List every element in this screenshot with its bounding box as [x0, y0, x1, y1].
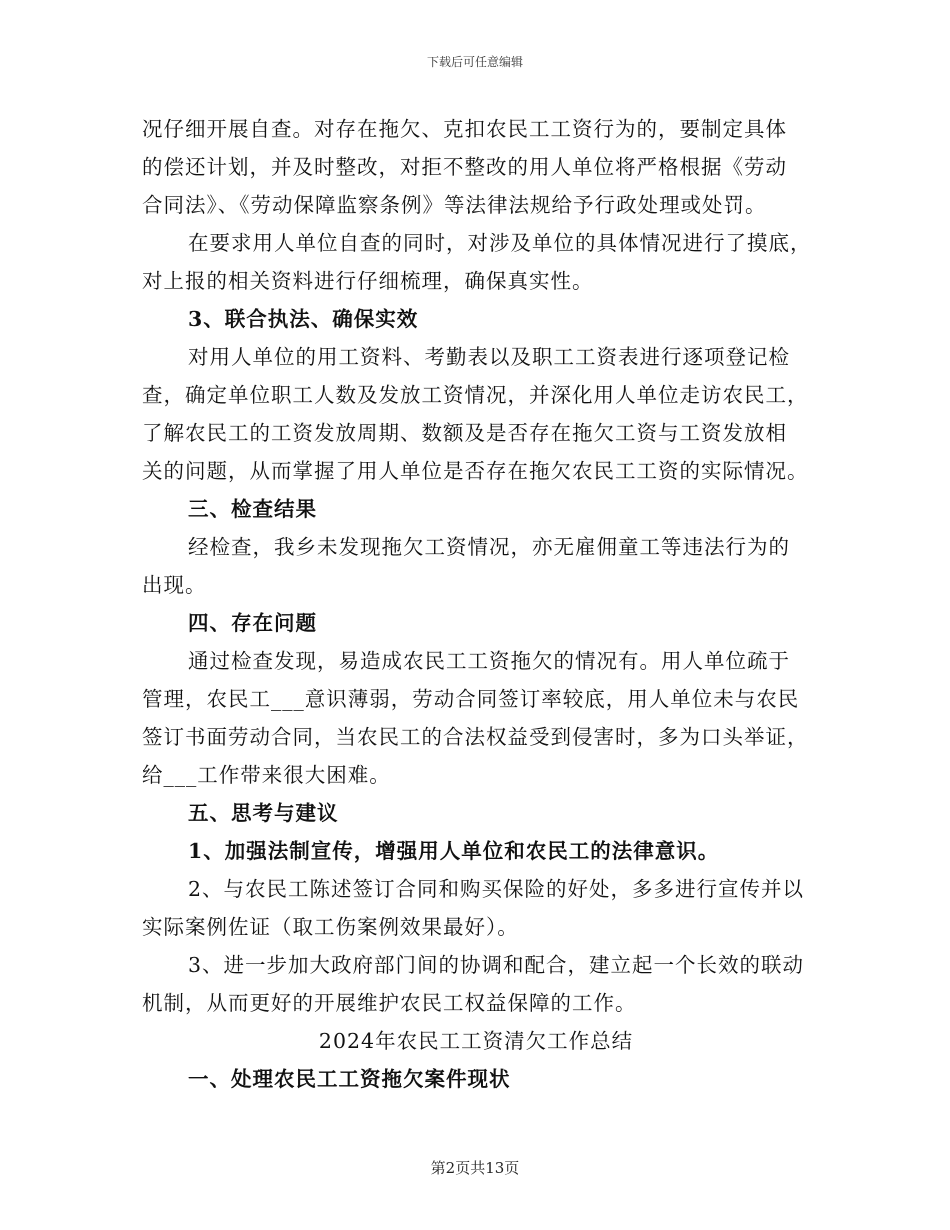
section-heading: 3、联合执法、确保实效 — [188, 307, 419, 331]
paragraph-line: 对上报的相关资料进行仔细梳理，确保真实性。 — [142, 269, 594, 293]
paragraph-line: 通过检查发现，易造成农民工工资拖欠的情况有。用人单位疏于 — [188, 649, 790, 673]
paragraph-line: 出现。 — [142, 573, 207, 597]
paragraph-line: 2、与农民工陈述签订合同和购买保险的好处，多多进行宣传并以 — [188, 877, 805, 901]
paragraph-line: 了解农民工的工资发放周期、数额及是否存在拖欠工资与工资发放相 — [142, 421, 787, 445]
paragraph-line: 机制，从而更好的开展维护农民工权益保障的工作。 — [142, 991, 637, 1015]
section-heading: 四、存在问题 — [188, 611, 317, 635]
paragraph-line: 合同法》、《劳动保障监察条例》等法律法规给予行政处理或处罚。 — [142, 193, 767, 217]
paragraph-line: 的偿还计划，并及时整改，对拒不整改的用人单位将严格根据《劳动 — [142, 155, 787, 179]
paragraph-line: 对用人单位的用工资料、考勤表以及职工工资表进行逐项登记检 — [188, 345, 790, 369]
paragraph-line: 况仔细开展自查。对存在拖欠、克扣农民工工资行为的，要制定具体 — [142, 117, 787, 141]
paragraph-line: 实际案例佐证（取工伤案例效果最好）。 — [142, 915, 519, 939]
page-footer: 第2页共13页 — [430, 1159, 520, 1177]
section-heading: 一、处理农民工工资拖欠案件现状 — [188, 1067, 511, 1091]
paragraph-line: 经检查，我乡未发现拖欠工资情况，亦无雇佣童工等违法行为的 — [188, 535, 790, 559]
document-title: 2024年农民工工资清欠工作总结 — [318, 1029, 634, 1053]
paragraph-line: 3、进一步加大政府部门间的协调和配合，建立起一个长效的联动 — [188, 953, 805, 977]
paragraph-line: 管理，农民工___意识薄弱，劳动合同签订率较底，用人单位未与农民 — [142, 687, 800, 711]
paragraph-line: 关的问题，从而掌握了用人单位是否存在拖欠农民工工资的实际情况。 — [142, 459, 809, 483]
paragraph-line: 查，确定单位职工人数及发放工资情况，并深化用人单位走访农民工， — [142, 383, 809, 407]
section-heading: 1、加强法制宣传，增强用人单位和农民工的法律意识。 — [188, 839, 720, 863]
section-heading: 五、思考与建议 — [188, 801, 339, 825]
paragraph-line: 给___工作带来很大困难。 — [142, 763, 391, 787]
paragraph-line: 在要求用人单位自查的同时，对涉及单位的具体情况进行了摸底， — [188, 231, 812, 255]
page-header: 下载后可任意编辑 — [426, 55, 523, 69]
document-body — [142, 110, 810, 1098]
paragraph-line: 签订书面劳动合同，当农民工的合法权益受到侵害时，多为口头举证， — [142, 725, 809, 749]
section-heading: 三、检查结果 — [188, 497, 317, 521]
